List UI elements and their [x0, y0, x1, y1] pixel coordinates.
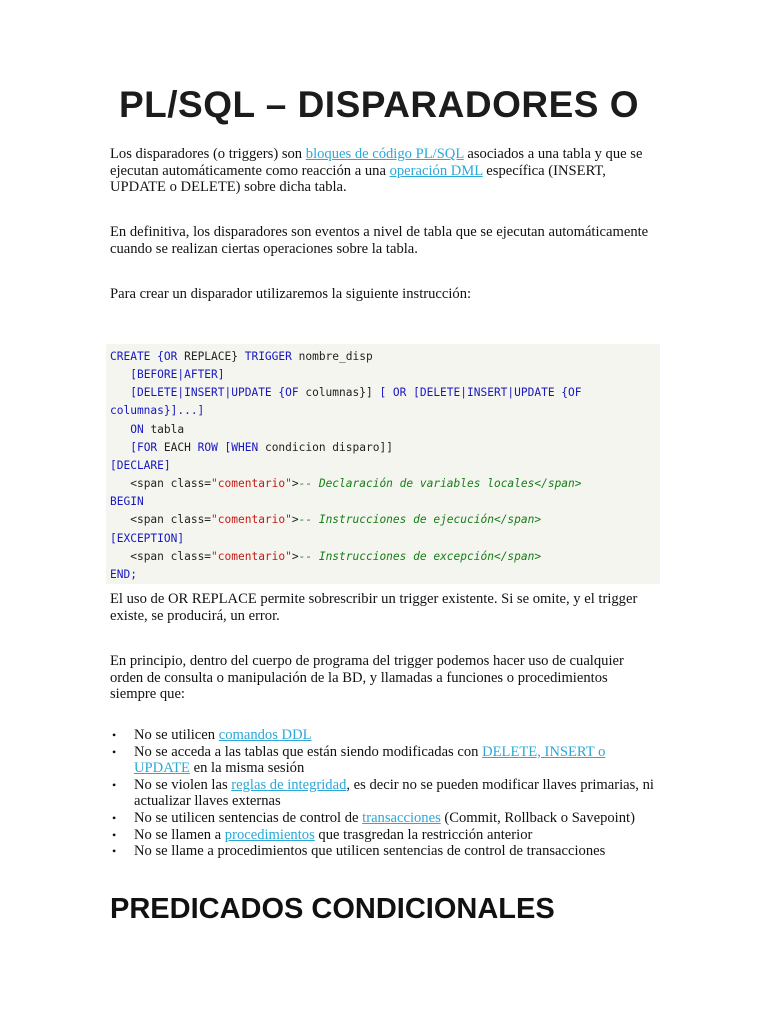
intro-text-3: específica (INSERT, UPDATE o DELETE) sobre dicha tabla.	[110, 162, 606, 196]
conditions-paragraph: En principio, dentro del cuerpo de programa del trigger podemos hacer uso de cualquier orden de consulta o manipulación de la BD, y llamadas a funciones o procedimientos siempre que:	[110, 653, 624, 703]
code-text: nombre_disp	[291, 350, 373, 363]
code-kw: [EXCEPTION]	[110, 531, 185, 545]
link-comandos-ddl[interactable]: comandos DDL	[218, 727, 312, 743]
list-item-text: No se utilicen sentencias de control de	[134, 809, 363, 826]
link-delete-insert-update[interactable]: DELETE, INSERT o UPDATE	[134, 743, 606, 777]
code-kw: TRIGGER	[244, 350, 292, 363]
code-text: tabla	[143, 422, 185, 436]
code-text: <span class=	[130, 513, 212, 527]
code-kw: END;	[110, 567, 137, 581]
list-item-text: No se llamen a	[134, 826, 225, 843]
code-kw: ON	[130, 422, 144, 436]
bullet-icon: •	[112, 827, 117, 842]
code-text: >	[291, 477, 299, 491]
definition-paragraph: En definitiva, los disparadores son eventos a nivel de tabla que se ejecutan automáticamente cuando se realizan ciertas operaciones sobre la tabla.	[110, 224, 649, 257]
bullet-icon: •	[112, 744, 117, 759]
code-text: >	[291, 549, 299, 563]
code-kw: CREATE {OR	[110, 350, 178, 363]
code-text: condicion disparo]]	[258, 440, 393, 454]
instruction-paragraph: Para crear un disparador utilizaremos la siguiente instrucción:	[110, 286, 472, 302]
code-text: columnas}]	[298, 386, 380, 400]
bullet-icon: •	[112, 777, 117, 792]
code-kw: [DECLARE]	[110, 458, 171, 472]
code-text: REPLACE}	[177, 350, 245, 363]
list-item-text: No se violen las	[134, 776, 232, 793]
code-string: "comentario"	[211, 549, 292, 563]
code-kw: [ OR [DELETE|INSERT|UPDATE {OF	[379, 386, 582, 400]
link-transacciones[interactable]: transacciones	[362, 809, 441, 826]
code-kw: columnas}]...]	[110, 404, 205, 418]
link-procedimientos[interactable]: procedimientos	[224, 826, 315, 843]
link-bloques-plsql[interactable]: bloques de código PL/SQL	[305, 146, 464, 162]
list-item	[110, 744, 655, 777]
list-item-text: No se utilicen	[134, 727, 219, 743]
code-kw: [FOR	[130, 440, 158, 454]
list-item-text: en la misma sesión	[189, 760, 305, 777]
list-item-text: No se acceda a las tablas que están siendo modificadas con	[134, 743, 483, 760]
code-text: EACH	[157, 440, 198, 454]
code-kw: [DELETE|INSERT|UPDATE {OF	[130, 386, 299, 400]
code-block	[106, 344, 660, 584]
bullet-icon: •	[112, 844, 117, 859]
list-item	[110, 727, 655, 744]
intro-text-1: Los disparadores (o triggers) son	[110, 146, 306, 162]
link-reglas-integridad[interactable]: reglas de integridad	[231, 776, 347, 793]
code-comment: -- Instrucciones de ejecución</span>	[298, 513, 542, 527]
list-item	[110, 843, 655, 860]
link-operacion-dml[interactable]: operación DML	[389, 162, 483, 179]
code-text: >	[291, 513, 299, 527]
intro-text-2: asociados a una tabla y que se ejecutan automáticamente como reacción a una	[110, 146, 643, 179]
bullet-icon: •	[112, 810, 117, 825]
code-text: <span class=	[130, 477, 212, 491]
list-item	[110, 827, 655, 844]
bullet-icon: •	[112, 728, 117, 742]
list-item-text: No se llame a procedimientos que utilicen sentencias de control de transacciones	[134, 843, 606, 860]
code-kw: BEGIN	[110, 495, 144, 509]
code-string: "comentario"	[211, 477, 292, 491]
or-replace-paragraph: El uso de OR REPLACE permite sobrescribir un trigger existente. Si se omite, y el trigger existe, se producirá, un error.	[110, 591, 638, 624]
list-item	[110, 810, 655, 827]
conditions-list	[110, 727, 655, 860]
list-item	[110, 777, 655, 810]
code-kw: [BEFORE|AFTER]	[130, 368, 225, 382]
code-kw: ROW [WHEN	[197, 440, 259, 454]
list-item-text: , es decir no se pueden modificar llaves primarias, ni actualizar llaves externas	[134, 776, 654, 810]
list-item-text: que trasgredan la restricción anterior	[314, 826, 533, 843]
code-comment: -- Instrucciones de excepción</span>	[298, 549, 542, 563]
code-string: "comentario"	[211, 513, 292, 527]
section-heading: PREDICADOS CONDICIONALES	[110, 893, 555, 925]
code-text: <span class=	[130, 549, 212, 563]
list-item-text: (Commit, Rollback o Savepoint)	[440, 809, 635, 826]
code-comment: -- Declaración de variables locales</span>	[298, 477, 582, 491]
intro-paragraph	[110, 146, 655, 196]
page-title: PL/SQL – DISPARADORES O	[119, 84, 639, 125]
